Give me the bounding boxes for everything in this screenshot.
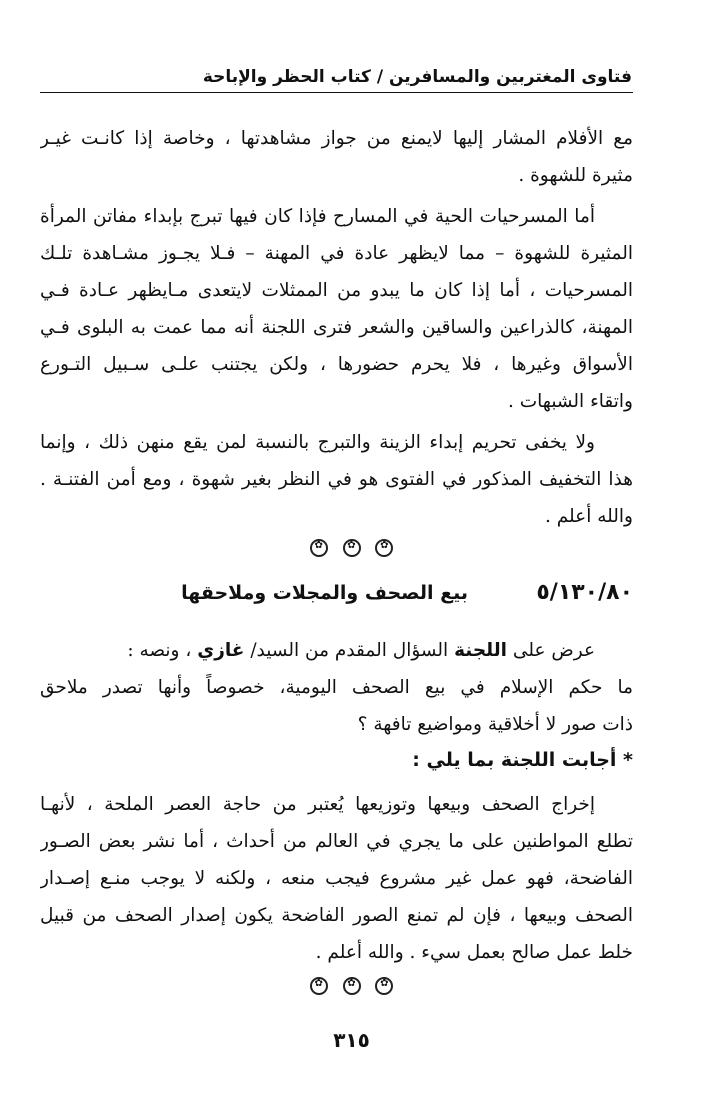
section-ornament <box>0 976 703 995</box>
ornament-circle-icon: ✿ <box>310 977 328 995</box>
answer-heading: * أجابت اللجنة بما يلي : <box>412 749 633 771</box>
text-line: المثيرة للشهوة – مما لايظهر عادة في المهنة – فـلا يجـوز مشـاهدة تلـك <box>40 243 633 264</box>
fatwa-heading <box>40 580 633 616</box>
text-line: ما حكم الإسلام في بيع الصحف اليومية، خصوصاً وأنها تصدر ملاحق <box>40 677 633 698</box>
header-rule <box>40 92 633 93</box>
text-line: خلط عمل صالح بعمل سيء . والله أعلم . <box>315 942 633 963</box>
text-line: المسرحيات ، أما إذا كان ما يبدو من الممثلات لايتعدى مـايظهر عـادة فـي <box>40 280 633 301</box>
text-line: مع الأفلام المشار إليها لايمنع من جواز مشاهدتها ، وخاصة إذا كانـت غيـر <box>40 128 633 149</box>
text-line: المهنة، كالذراعين والساقين والشعر فترى اللجنة أنه مما عمت به البلوى فـي <box>40 317 633 338</box>
page-number: ٣١٥ <box>333 1028 370 1052</box>
text-line: هذا التخفيف المذكور في الفتوى هو في النظر بغير شهوة ، ومع أمن الفتنـة . <box>40 469 633 490</box>
ornament-circle-icon: ✿ <box>343 977 361 995</box>
paragraph-2 <box>40 198 633 420</box>
running-header: فتاوى المغتربين والمسافرين / كتاب الحظر والإباحة <box>202 67 632 87</box>
text-line: ولا يخفى تحريم إبداء الزينة والتبرج بالنسبة لمن يقع منهن ذلك ، وإنما <box>40 432 595 453</box>
text-line: أما المسرحيات الحية في المسارح فإذا كان فيها تبرج بإبداء مفاتن المرأة <box>40 206 595 227</box>
text-line: إخراج الصحف وبيعها وتوزيعها يُعتبر من حاجة العصر الملحة ، لأنهـا <box>40 794 595 815</box>
text-line: ذات صور لا أخلاقية ومواضيع تافهة ؟ <box>357 714 633 735</box>
ornament-circle-icon: ✿ <box>375 977 393 995</box>
ornament-circle-icon: ✿ <box>310 539 328 557</box>
committee-word: اللجنة <box>454 640 508 661</box>
text-line: واتقاء الشبهات . <box>507 391 633 412</box>
text-line: الأسواق وغيرها ، فلا يحرم حضورها ، ولكن يجتنب علـى سـبيل التـورع <box>40 354 633 375</box>
text-line: تطلع المواطنين على ما يجري في العالم من أحداث ، أما نشر بعض الصـور <box>40 831 633 852</box>
question-paragraph <box>40 632 633 743</box>
ornament-circle-icon: ✿ <box>375 539 393 557</box>
text-line: والله أعلم . <box>544 506 633 527</box>
fatwa-title: بيع الصحف والمجلات وملاحقها <box>181 582 468 604</box>
paragraph-1 <box>40 120 633 194</box>
section-ornament <box>0 538 703 557</box>
asker-name: غازي <box>197 640 245 661</box>
text-line: الفاضحة، فهو عمل غير مشروع فيجب منعه ، ولكنه لا يوجب منـع إصـدار <box>40 868 633 889</box>
ornament-circle-icon: ✿ <box>343 539 361 557</box>
question-intro-line: عرض على اللجنة السؤال المقدم من السيد/ غازي ، ونصه : <box>127 640 595 661</box>
text-line: الصحف وبيعها ، فإن لم تمنع الصور الفاضحة يكون إصدار الصحف من قبيل <box>40 905 633 926</box>
answer-paragraph <box>40 786 633 971</box>
fatwa-number: ٥/١٣٠/٨٠ <box>536 580 633 605</box>
paragraph-3 <box>40 424 633 535</box>
text-line: مثيرة للشهوة . <box>518 165 633 186</box>
